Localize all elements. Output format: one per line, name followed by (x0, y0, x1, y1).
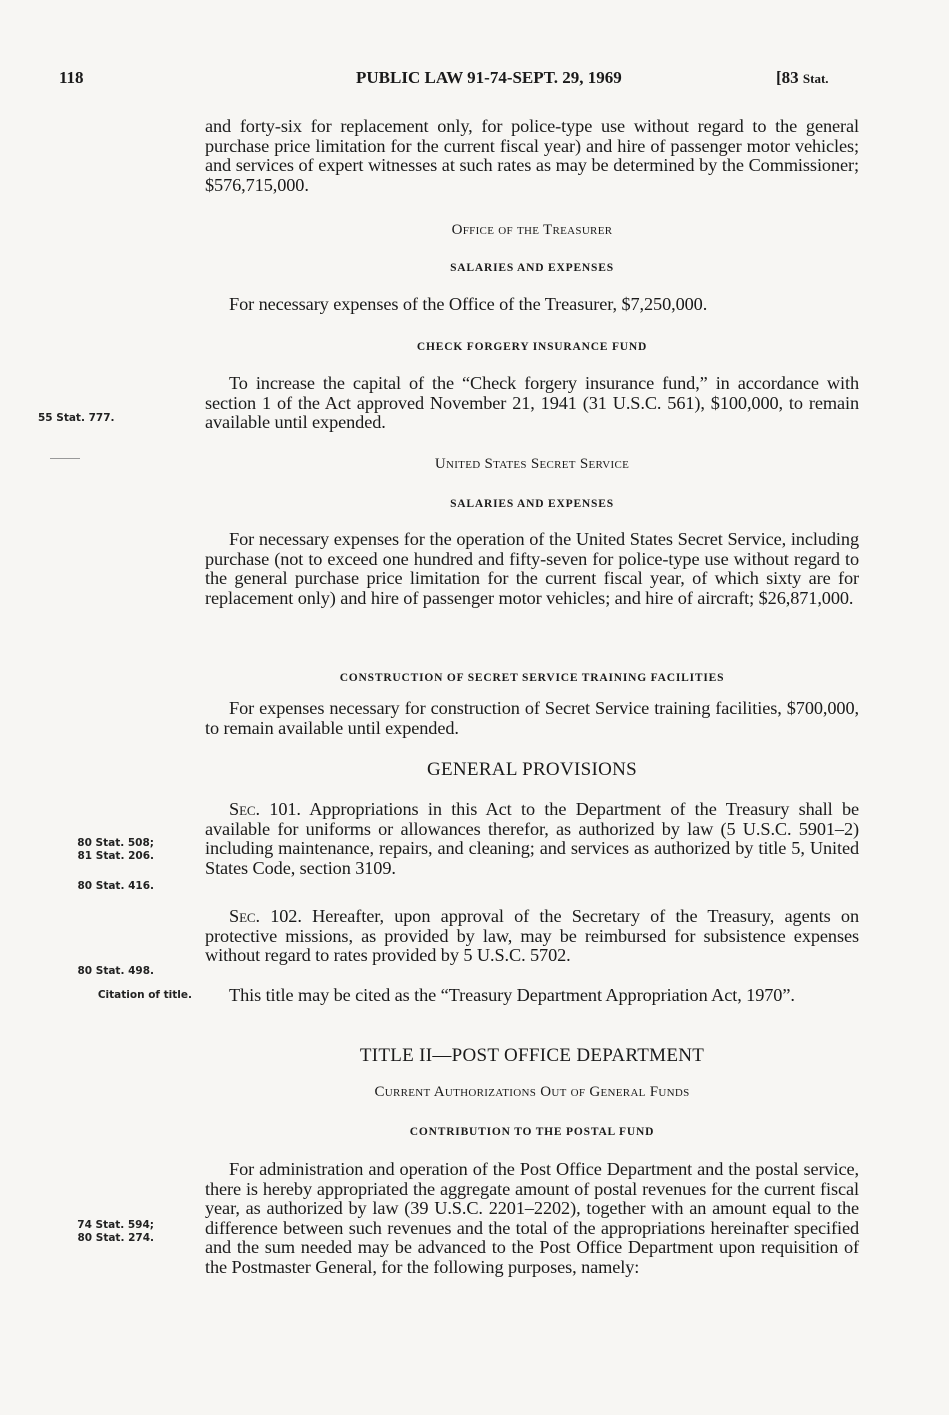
statute-ref-prefix: [83 (776, 68, 803, 87)
sec-102-text (205, 907, 859, 966)
margin-note-line: 81 Stat. 206. (77, 850, 154, 862)
secret-service-text: For necessary expenses for the operation of the United States Secret Service, including purchase (not to exceed one hundred and fifty-seven for police-type use without regard to the general purchase price limitation for the current fiscal year, of which sixty are for replacement only) and hire of passenger motor vehicles; and hire of aircraft; $26,871,000. (205, 529, 859, 608)
treasurer-text: For necessary expenses of the Office of the Treasurer, $7,250,000. (229, 294, 708, 314)
forgery-text: To increase the capital of the “Check forgery insurance fund,” in accordance with section 1 of the Act approved November 21, 1941 (31 U.S.C. 561), $100,000, to remain available until expended. (205, 373, 859, 432)
sec-102-label: Sec. 102. (229, 906, 302, 926)
forgery-paragraph (205, 374, 859, 433)
sec-101-text (205, 800, 859, 878)
postal-paragraph (205, 1160, 859, 1277)
heading-general-provisions: GENERAL PROVISIONS (426, 759, 637, 780)
sec-101-label: Sec. 101. (229, 799, 301, 819)
margin-note-line: 74 Stat. 594; (77, 1219, 154, 1231)
heading-check-forgery: CHECK FORGERY INSURANCE FUND (416, 341, 648, 353)
treasurer-paragraph (205, 295, 859, 315)
margin-note-line: 80 Stat. 508; (77, 837, 154, 849)
sec-101-body: Appropriations in this Act to the Department of the Treasury shall be available for uniforms or allowances therefor, as authorized by law (5 U.S.C. 5901–2) including maintenance, repairs, and cleaning; and services as authorized by title 5, United States Code, section 3109. (205, 799, 859, 878)
margin-note-74-stat-594 (40, 1219, 154, 1245)
construction-text: For expenses necessary for construction of Secret Service training facilities, $700,000, to remain available until expended. (205, 698, 859, 738)
margin-note-55-stat: 55 Stat. 777. (38, 412, 115, 424)
heading-current-authorizations: Current Authorizations Out of General Funds (374, 1084, 690, 1100)
secret-service-paragraph (205, 530, 859, 608)
margin-note-80-stat-498: 80 Stat. 498. (77, 965, 154, 977)
sec-102-paragraph (205, 907, 859, 966)
heading-construction: CONSTRUCTION OF SECRET SERVICE TRAINING FACILITIES (339, 672, 725, 684)
margin-note-citation: Citation of title. (97, 989, 192, 1001)
margin-note-80-stat-508 (40, 837, 154, 863)
sec-101-paragraph (205, 800, 859, 878)
margin-note-line: 80 Stat. 274. (77, 1232, 154, 1244)
heading-secret-service: United States Secret Service (434, 456, 630, 472)
heading-salaries-expenses-2: SALARIES AND EXPENSES (450, 498, 614, 510)
heading-office-of-treasurer: Office of the Treasurer (451, 222, 613, 238)
intro-text: and forty-six for replacement only, for police-type use without regard to the general purchase price limitation for the current fiscal year) and hire of passenger motor vehicles; and services of expert witnesses at such rates as may be determined by the Commissioner; $576,715,000. (205, 116, 859, 195)
heading-salaries-expenses-1: SALARIES AND EXPENSES (450, 262, 614, 274)
running-title: PUBLIC LAW 91-74-SEPT. 29, 1969 (356, 68, 622, 87)
statute-ref-abbrev: Stat. (802, 71, 829, 86)
citation-paragraph (205, 986, 859, 1006)
page-number: 118 (59, 68, 84, 87)
heading-postal-fund: CONTRIBUTION TO THE POSTAL FUND (409, 1126, 655, 1138)
margin-note-80-stat-416: 80 Stat. 416. (77, 880, 154, 892)
sec-102-body: Hereafter, upon approval of the Secretary of the Treasury, agents on protective missions, as provided by law, may be reimbursed for subsistence expenses without regard to rates provided by 5 U.S.C. 5702. (205, 906, 859, 965)
citation-text: This title may be cited as the “Treasury Department Appropriation Act, 1970”. (229, 985, 795, 1005)
heading-title-ii: TITLE II—POST OFFICE DEPARTMENT (359, 1045, 705, 1066)
statute-volume-ref (776, 68, 829, 88)
margin-rule (50, 458, 80, 459)
intro-paragraph (205, 117, 859, 195)
construction-paragraph (205, 699, 859, 738)
postal-text: For administration and operation of the Post Office Department and the postal service, there is hereby appropriated the aggregate amount of postal revenues for the current fiscal year, as authorized by law (39 U.S.C. 2201–2202), together with an amount equal to the difference between such revenues and the total of the appropriations hereinafter specified and the sum needed may be advanced to the Post Office Department upon requisition of the Postmaster General, for the following purposes, namely: (205, 1159, 859, 1277)
